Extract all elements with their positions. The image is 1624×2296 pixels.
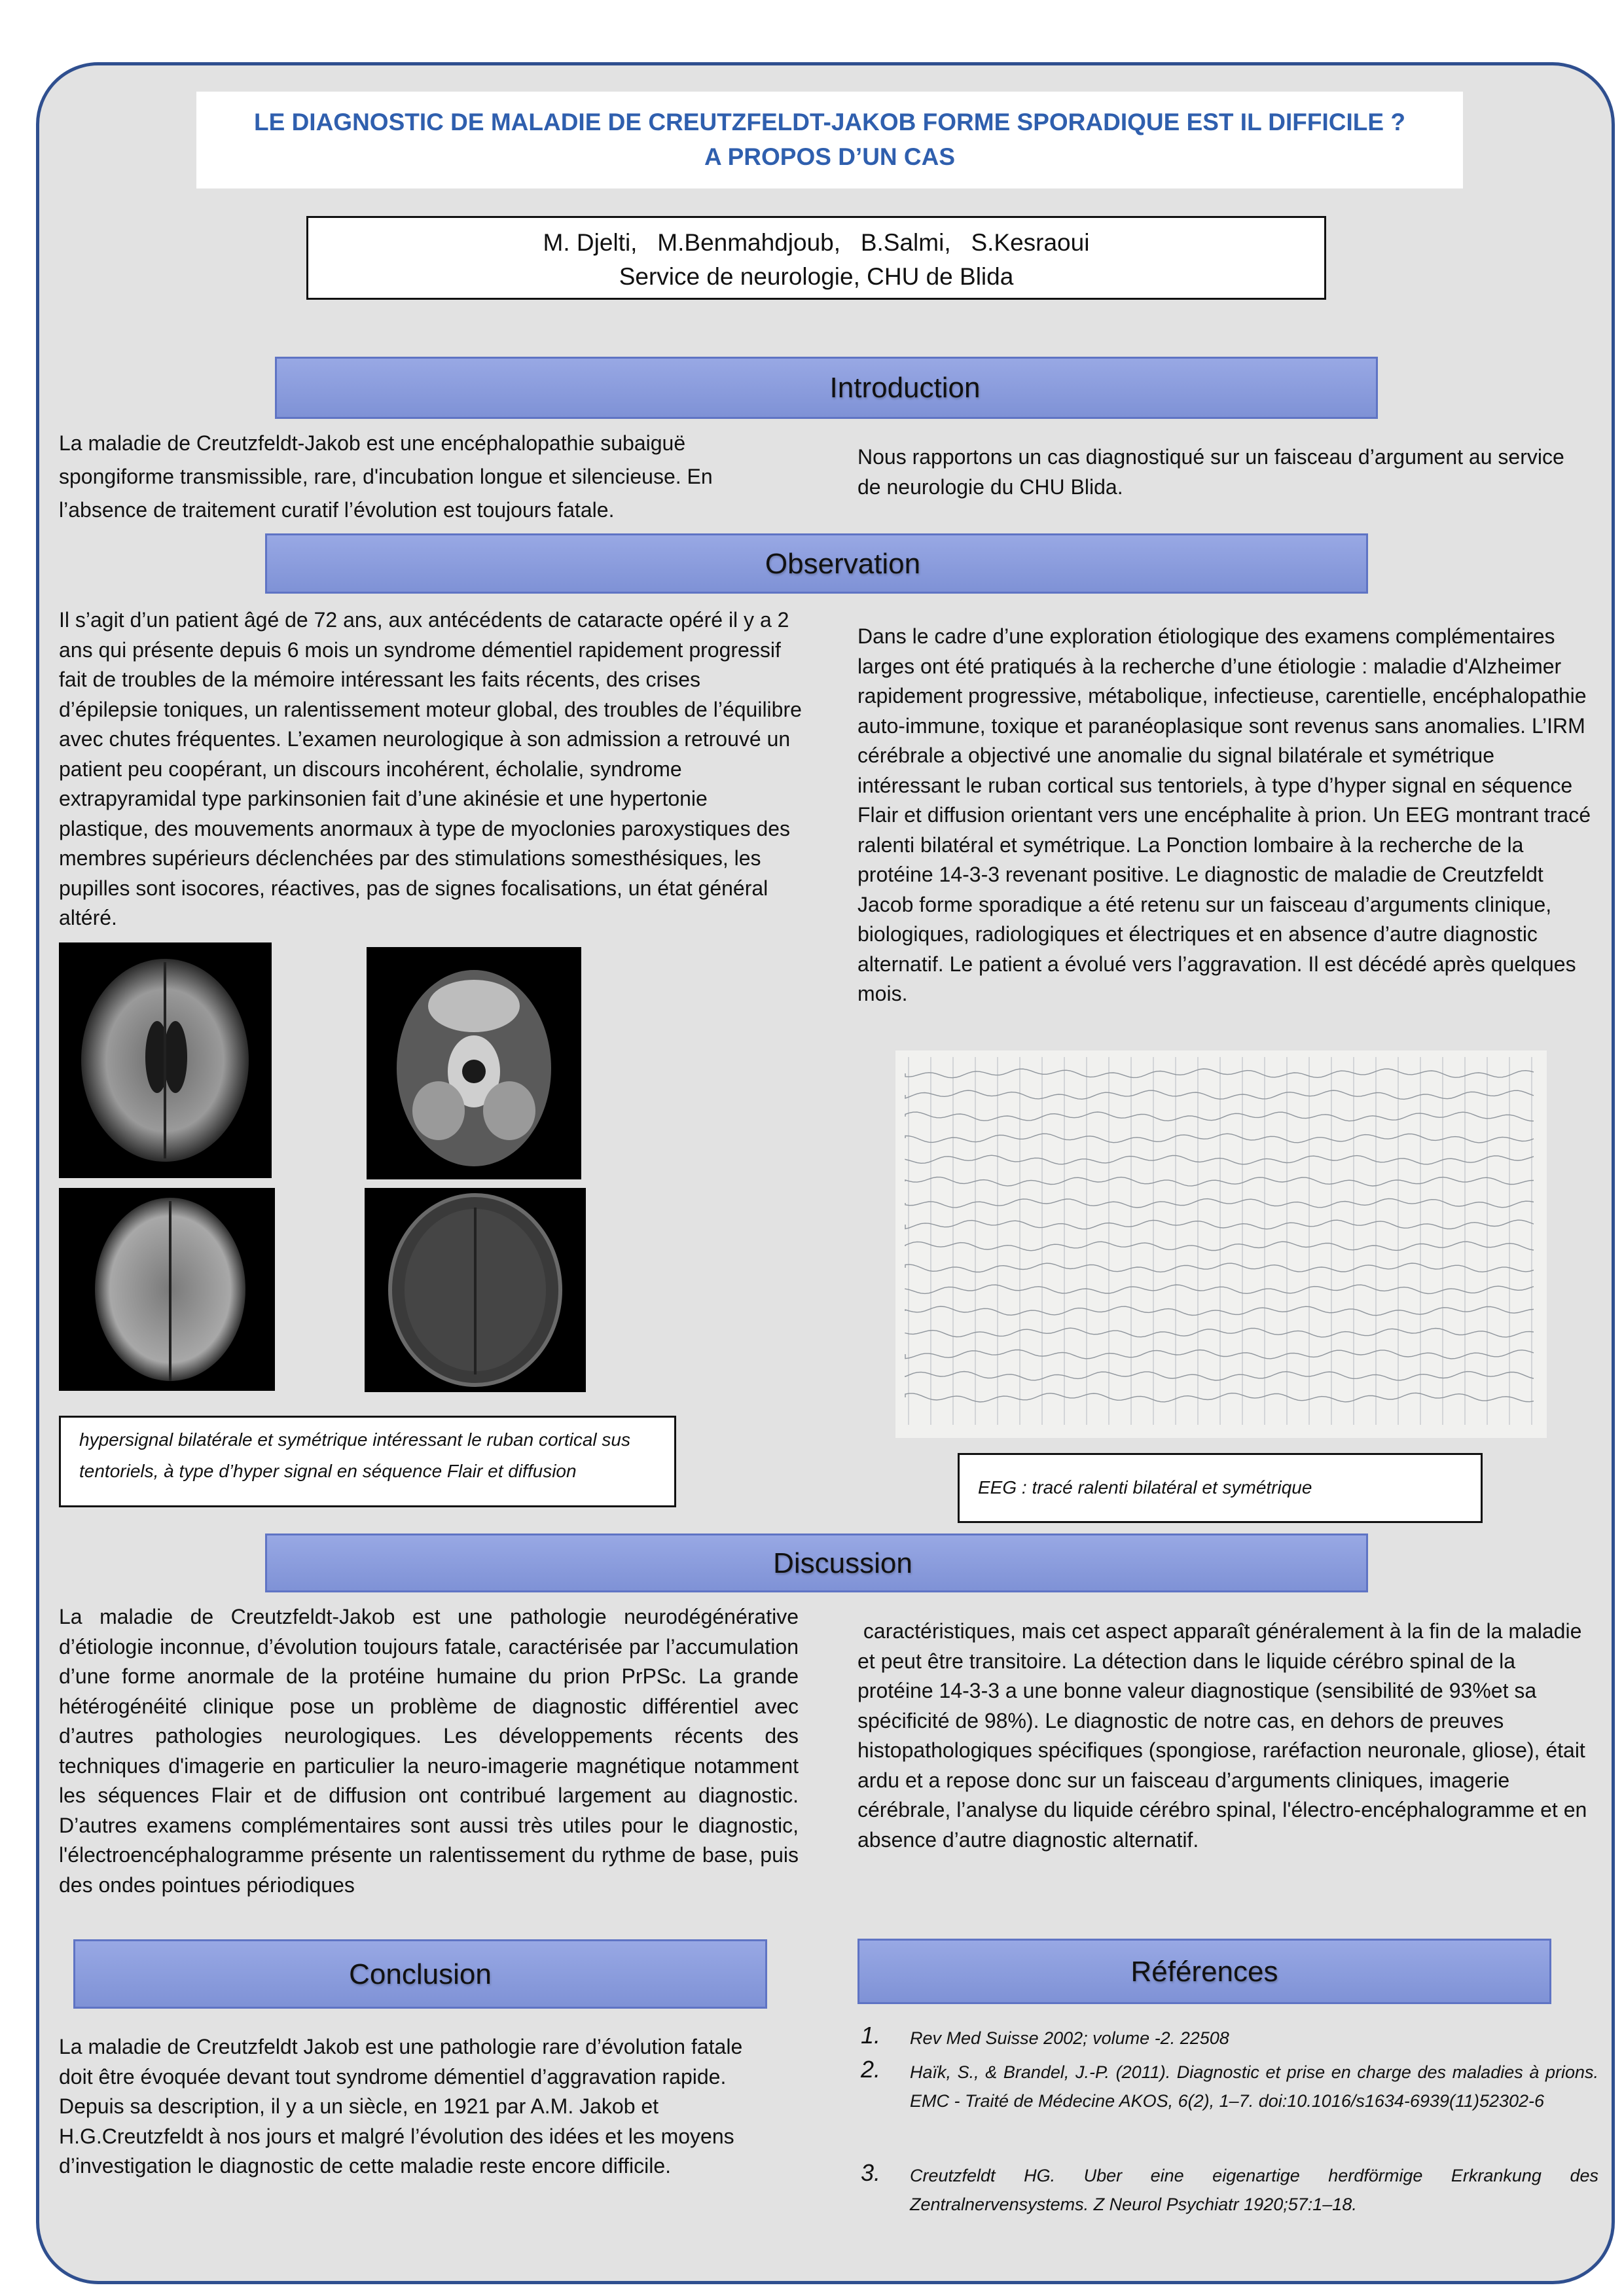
eeg-trace-icon (895, 1050, 1547, 1438)
brain-scan-icon (365, 1188, 586, 1392)
eeg-channel-trace (905, 1242, 1534, 1251)
brain-scan-icon (367, 947, 581, 1179)
observation-heading (265, 533, 1368, 594)
introduction-left-text: La maladie de Creutzfeldt-Jakob est une encéphalopathie subaiguë spongiforme transmissible, rare, d'incubation longue et silencieuse. En l’absence de traitement curatif l’évolution est toujours fatale. (59, 431, 713, 522)
introduction-heading (275, 357, 1378, 419)
references-heading (857, 1939, 1551, 2004)
eeg-channel-trace (905, 1177, 1534, 1187)
brain-scan-icon (59, 942, 272, 1178)
observation-left-text: Il s’agit d’un patient âgé de 72 ans, aux antécédents de cataracte opéré il y a 2 ans qui présente depuis 6 mois un syndrome démentiel rapidement progressif fait de troubles de la mémoire intéressant les faits récents, des crises d’épilepsie toniques, un ralentissement moteur global, des troubles de l’équilibre avec chutes fréquentes. L’examen neurologique à son admission a retrouvé un patient peu coopérant, un discours incohérent, écholalie, syndrome extrapyramidal type parkinsonien fait d’une akinésie et une hypertonie plastique, des mouvements anormaux à type de myoclonies paroxystiques des membres supérieurs déclenchées par des stimulations somesthésiques, les pupilles sont isocores, réactives, pas de signes focalisations, un état général altéré. (59, 608, 802, 929)
poster-title (196, 92, 1463, 188)
eeg-channel-trace (905, 1069, 1534, 1078)
authors-box (306, 216, 1326, 300)
eeg-channel-trace (905, 1263, 1534, 1272)
mri-image-4 (365, 1188, 586, 1392)
title-line-1: LE DIAGNOSTIC DE MALADIE DE CREUTZFELDT-JAKOB FORME SPORADIQUE EST IL DIFFICILE ? (254, 109, 1405, 135)
title-line-2: A PROPOS D’UN CAS (704, 143, 956, 170)
discussion-heading-label: Discussion (773, 1547, 912, 1579)
mri-image-1 (59, 942, 272, 1178)
mri-image-2 (367, 947, 581, 1179)
eeg-channel-trace (905, 1198, 1534, 1208)
references-list (861, 2021, 1598, 2237)
observation-heading-label: Observation (765, 548, 921, 580)
discussion-left-text: La maladie de Creutzfeldt-Jakob est une pathologie neurodégénérative d’étiologie inconnue, d’évolution toujours fatale, caractérisée par l’accumulation d’une forme anormale de la protéine humaine du prion PrPSc. La grande hétérogénéité clinique pose un problème de diagnostic différentiel avec d’autres pathologies neurologiques. Les développements récents des techniques d'imagerie en particulier la neuro-imagerie magnétique notamment les séquences Flair et de diffusion ont contribué largement au diagnostic. D’autres examens complémentaires sont aussi très utiles pour le diagnostic, l'électroencéphalogramme présente un ralentissement du rythme de base, puis des ondes pointues périodiques (59, 1605, 799, 1897)
eeg-channel-trace (905, 1372, 1534, 1381)
eeg-channel-trace (905, 1306, 1534, 1316)
introduction-right-text: Nous rapportons un cas diagnostiqué sur un faisceau d’argument au service de neurologie du CHU Blida. (857, 445, 1564, 499)
conclusion-text: La maladie de Creutzfeldt Jakob est une pathologie rare d’évolution fatale doit être évoquée devant tout syndrome démentiel d’aggravation rapide. Depuis sa description, il y a un siècle, en 1921 par A.M. Jakob et H.G.Creutzfeldt à nos jours et malgré l’évolution des idées et les moyens d’investigation le diagnostic de cette maladie reste encore difficile. (59, 2035, 743, 2178)
introduction-heading-label: Introduction (829, 372, 981, 404)
discussion-heading (265, 1534, 1368, 1592)
eeg-channel-trace (905, 1285, 1534, 1294)
mri-image-3 (59, 1188, 275, 1391)
conclusion-heading (73, 1939, 767, 2009)
mri-caption: hypersignal bilatérale et symétrique intéressant le ruban cortical sus tentoriels, à type d’hyper signal en séquence Flair et diffusion (59, 1416, 676, 1507)
reference-number: 2. (861, 2056, 881, 2083)
eeg-channel-trace (905, 1220, 1534, 1229)
reference-text: Haïk, S., & Brandel, J.-P. (2011). Diagnostic et prise en charge des maladies à prions. EMC - Traité de Médecine AKOS, 6(2), 1–7. doi:10.1016/s1634-6939(11)52302-6 (910, 2062, 1598, 2111)
references-heading-label: Références (1130, 1956, 1278, 1988)
reference-text: Creutzfeldt HG. Uber eine eigenartige herdförmige Erkrankung des Zentralnervensystems. Z Neurol Psychiatr 1920;57:1–18. (910, 2166, 1598, 2214)
eeg-channel-trace (905, 1328, 1534, 1337)
author-affiliation: Service de neurologie, CHU de Blida (619, 263, 1014, 290)
eeg-channel-trace (905, 1393, 1534, 1402)
reference-number: 3. (861, 2159, 881, 2186)
reference-text: Rev Med Suisse 2002; volume -2. 22508 (910, 2028, 1229, 2048)
observation-right-text: Dans le cadre d’une exploration étiologique des examens complémentaires larges ont été pratiqués à la recherche d’une étiologie : maladie d'Alzheimer rapidement progressive, métabolique, infectieuse, carentielle, encéphalopathie auto-immune, toxique et paranéoplasique sont revenus sans anomalies. L’IRM cérébrale a objectivé une anomalie du signal bilatérale et symétrique intéressant le ruban cortical sus tentoriels, à type d’hyper signal en séquence Flair et diffusion orientant vers une encéphalite à prion. Un EEG montrant tracé ralenti bilatéral et symétrique. La Ponction lombaire à la recherche de la protéine 14-3-3 revenant positive. Le diagnostic de maladie de Creutzfeldt Jacob forme sporadique a été retenu sur un faisceau d’arguments clinique, biologiques, radiologiques et électriques et en absence d’autre diagnostic alternatif. Le patient a évolué vers l’aggravation. Il est décédé après quelques mois. (857, 624, 1591, 1005)
brain-scan-icon (59, 1188, 275, 1391)
reference-number: 1. (861, 2022, 881, 2049)
discussion-right-text: caractéristiques, mais cet aspect apparaît généralement à la fin de la maladie et peut être transitoire. La détection dans le liquide cérébro spinal de la protéine 14-3-3 a une bonne valeur diagnostique (sensibilité de 93%et sa spécificité de 98%). Le diagnostic de notre cas, en dehors de preuves histopathologiques spécifiques (spongiose, raréfaction neuronale, gliose), était ardu et a repose donc sur un faisceau d’arguments cliniques, imagerie cérébrale, l’analyse du liquide cérébro spinal, l'électro-encéphalogramme et en absence d’autre diagnostic alternatif. (857, 1619, 1593, 1852)
author-names: M. Djelti, M.Benmahdjoub, B.Salmi, S.Kesraoui (543, 229, 1090, 256)
eeg-channel-trace (905, 1090, 1534, 1099)
eeg-channel-trace (905, 1155, 1534, 1164)
eeg-channel-trace (905, 1134, 1534, 1143)
eeg-image (895, 1050, 1547, 1438)
eeg-channel-trace (905, 1350, 1534, 1359)
conclusion-heading-label: Conclusion (349, 1958, 492, 1990)
eeg-channel-trace (905, 1112, 1534, 1121)
eeg-caption: EEG : tracé ralenti bilatéral et symétrique (958, 1453, 1483, 1523)
